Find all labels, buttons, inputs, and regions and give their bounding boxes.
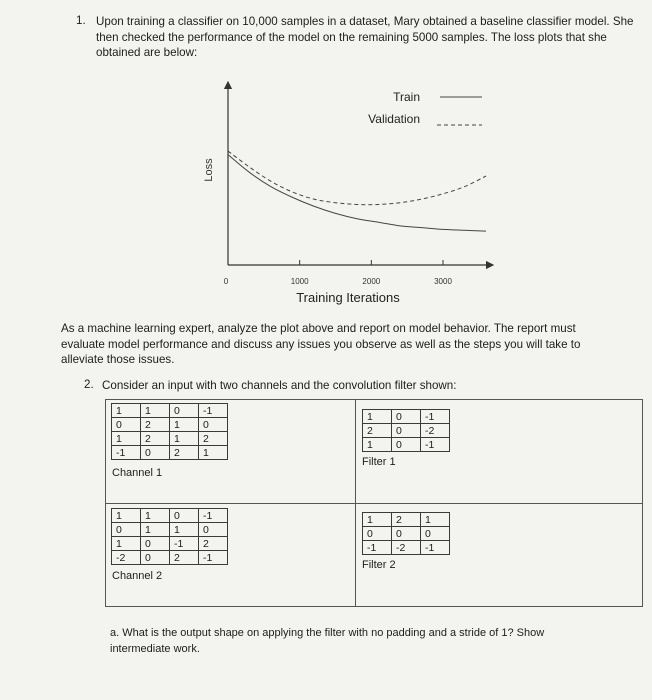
matrix-cell: 0 [112, 523, 141, 537]
matrix-cell: 1 [112, 432, 141, 446]
matrix-cell: 0 [421, 527, 450, 541]
matrix-cell: -2 [112, 551, 141, 565]
matrix-cell: 1 [112, 537, 141, 551]
matrix-cell: 2 [141, 418, 170, 432]
matrix-cell: 1 [363, 513, 392, 527]
matrix-cell: 1 [363, 410, 392, 424]
matrix-cell: 1 [112, 404, 141, 418]
question-1-number: 1. [76, 14, 86, 27]
matrix-row [112, 537, 228, 551]
question-1-text: Upon training a classifier on 10,000 samples in a dataset, Mary obtained a baseline classifier model. She then checked the performance of the model on the remaining 5000 samples. The loss plots that she obtained are below: [96, 15, 634, 59]
channel-2-matrix [111, 508, 228, 565]
x-tick-label: 1000 [290, 277, 309, 286]
matrix-cell: -1 [199, 551, 228, 565]
filter-1-matrix [362, 409, 450, 452]
matrix-cell: -1 [421, 438, 450, 452]
matrix-cell: 2 [141, 432, 170, 446]
matrix-cell: -2 [421, 424, 450, 438]
question-2a-text: a. What is the output shape on applying the filter with no padding and a stride of 1? Show intermediate work. [110, 627, 545, 655]
matrix-cell: -1 [199, 509, 228, 523]
question-2-number: 2. [84, 378, 94, 391]
matrix-row [363, 438, 450, 452]
table-col-divider [355, 399, 356, 607]
x-ticks [224, 260, 453, 286]
matrix-cell: 0 [392, 424, 421, 438]
filter-2-label: Filter 2 [362, 559, 396, 571]
channel-2-label: Channel 2 [112, 570, 163, 582]
validation-series-line [228, 151, 486, 205]
matrix-cell: 1 [170, 432, 199, 446]
matrix-cell: 1 [170, 523, 199, 537]
matrix-row [112, 404, 228, 418]
matrix-cell: 0 [392, 527, 421, 541]
matrix-cell: 1 [363, 438, 392, 452]
matrix-cell: -2 [392, 541, 421, 555]
matrix-row [112, 551, 228, 565]
matrix-row [363, 527, 450, 541]
x-tick-label: 3000 [434, 277, 452, 286]
matrix-cell: 2 [170, 446, 199, 460]
x-tick-label: 2000 [362, 277, 381, 286]
matrix-cell: -1 [170, 537, 199, 551]
analysis-prompt: As a machine learning expert, analyze the plot above and report on model behavior. The report must evaluate model performance and discuss any issues you observe as well as the steps you will take to alleviate those issues. [61, 322, 581, 366]
matrix-cell: 0 [141, 537, 170, 551]
matrix-cell: 1 [112, 509, 141, 523]
matrix-cell: 1 [141, 404, 170, 418]
matrix-cell: 0 [170, 404, 199, 418]
matrix-row [112, 418, 228, 432]
matrix-cell: 0 [199, 523, 228, 537]
filter-2-matrix [362, 512, 450, 555]
channel-1-matrix [111, 403, 228, 460]
x-tick-label: 0 [223, 277, 229, 286]
matrix-row [363, 541, 450, 555]
matrix-cell: 1 [141, 509, 170, 523]
matrix-cell: 0 [141, 551, 170, 565]
matrix-row [112, 509, 228, 523]
matrix-cell: 0 [363, 527, 392, 541]
matrix-cell: 0 [392, 410, 421, 424]
matrix-cell: 1 [199, 446, 228, 460]
matrix-cell: 2 [170, 551, 199, 565]
matrix-cell: 2 [363, 424, 392, 438]
matrix-row [112, 523, 228, 537]
matrix-cell: -1 [421, 410, 450, 424]
matrix-cell: 2 [199, 537, 228, 551]
filter-1-label: Filter 1 [362, 456, 396, 468]
channel-1-label: Channel 1 [112, 467, 163, 479]
matrix-cell: 0 [112, 418, 141, 432]
matrix-cell: 2 [392, 513, 421, 527]
table-row-divider [105, 503, 643, 504]
matrix-row [363, 513, 450, 527]
matrix-cell: 0 [170, 509, 199, 523]
matrix-cell: -1 [421, 541, 450, 555]
matrix-cell: 0 [141, 446, 170, 460]
x-axis-label: Training Iterations [296, 290, 400, 305]
question-2-text: Consider an input with two channels and the convolution filter shown: [102, 379, 457, 392]
matrix-cell: 2 [199, 432, 228, 446]
legend-train-label: Train [393, 90, 420, 104]
matrix-cell: 0 [199, 418, 228, 432]
legend-validation-label: Validation [368, 112, 420, 126]
matrix-row [363, 410, 450, 424]
matrix-cell: -1 [363, 541, 392, 555]
matrix-cell: 0 [392, 438, 421, 452]
matrix-cell: -1 [199, 404, 228, 418]
matrix-cell: 1 [141, 523, 170, 537]
y-axis-label: Loss [203, 158, 215, 182]
loss-chart [190, 75, 500, 310]
matrix-cell: 1 [170, 418, 199, 432]
matrix-row [363, 424, 450, 438]
matrix-row [112, 432, 228, 446]
matrix-row [112, 446, 228, 460]
matrix-cell: 1 [421, 513, 450, 527]
matrix-cell: -1 [112, 446, 141, 460]
